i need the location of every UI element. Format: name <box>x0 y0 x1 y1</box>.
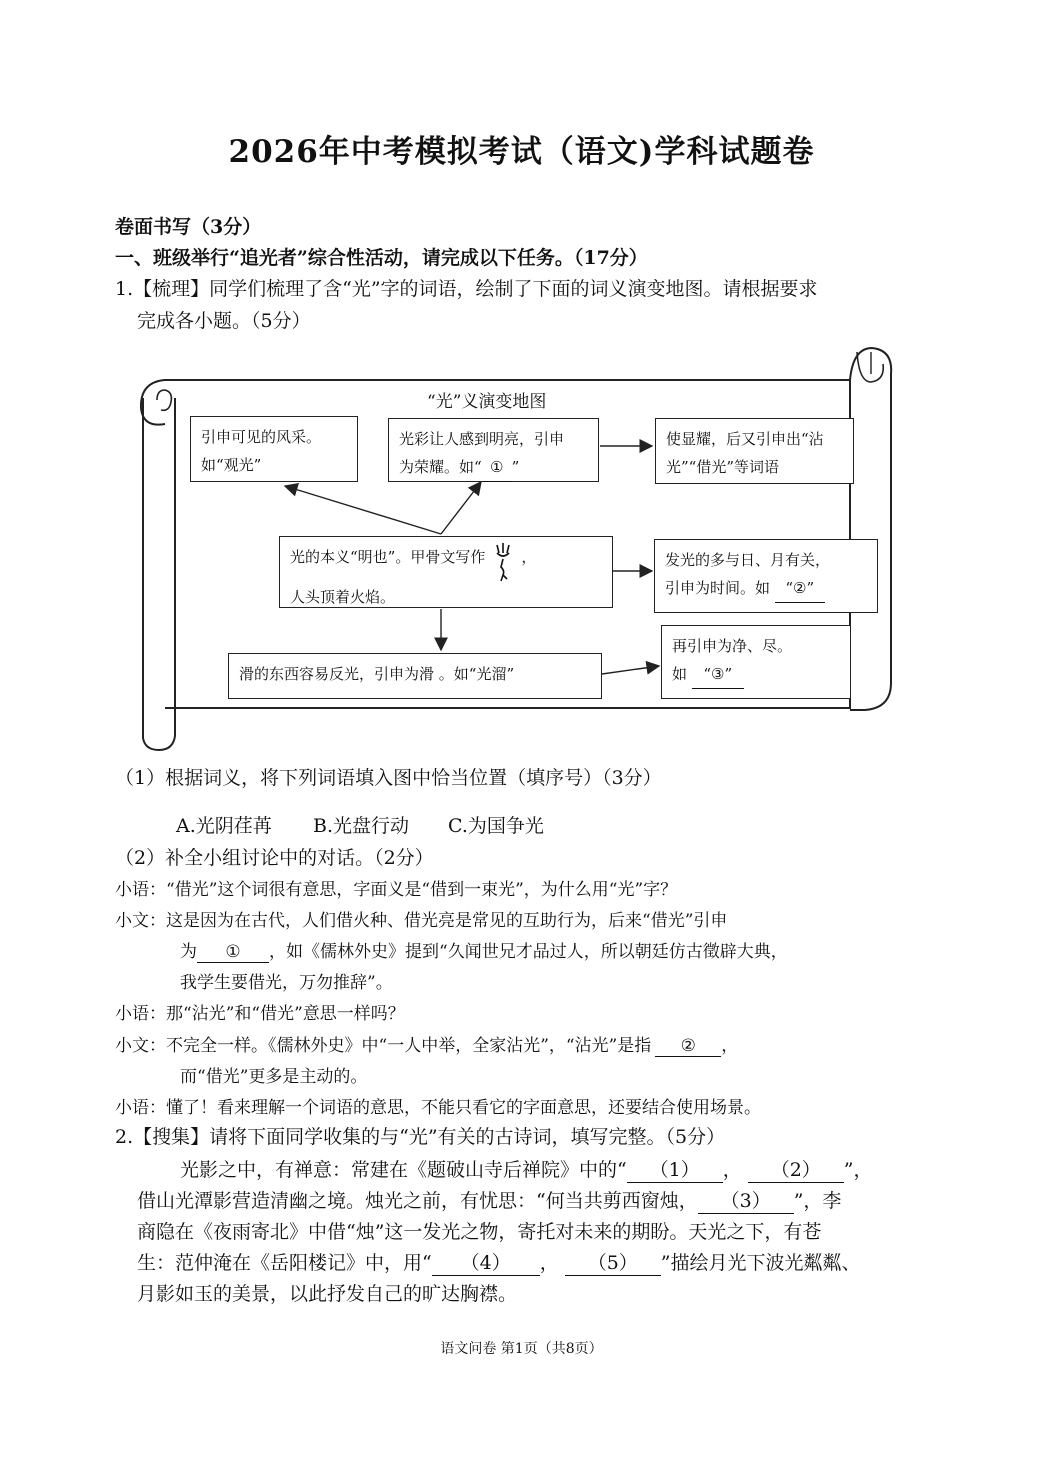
poem-paragraph-line: 商隐在《夜雨寄北》中借“烛”这一发光之物，寄托对未来的期盼。天光之下，有苍 <box>137 1221 822 1243</box>
map-box-appearance: 引申可见的风采。 如“观光” <box>190 416 358 482</box>
dialogue-line: 为 ① ，如《儒林外史》提到“久闻世兄才品过人，所以朝廷仿古徵辟大典， <box>180 942 788 962</box>
dialogue-line: 小语：那“沾光”和“借光”意思一样吗？ <box>115 1004 405 1024</box>
dialogue-line: 小文：这是因为在古代，人们借火种、借光亮是常见的互助行为，后来“借光”引申 <box>115 911 728 931</box>
dialogue-line: 小文：不完全一样。《儒林外史》中“一人中举，全家沾光”，“沾光”是指 ② ， <box>115 1036 739 1056</box>
poem-blank-4[interactable]: （4） <box>432 1248 540 1276</box>
poem-blank-2[interactable]: （2） <box>748 1155 844 1183</box>
section-heading: 一、班级举行“追光者”综合性活动，请完成以下任务。（17分） <box>115 247 648 269</box>
poem-paragraph-line: 生：范仲淹在《岳阳楼记》中，用“ （4） ， （5） ”描绘月光下波光粼粼、 <box>137 1248 860 1276</box>
poem-paragraph-line: 光影之中，有禅意：常建在《题破山寺后禅院》中的“ （1） ， （2） ”， <box>180 1155 872 1183</box>
option-c: C.为国争光 <box>448 815 544 837</box>
question-1-line1: 1.【梳理】同学们梳理了含“光”字的词语，绘制了下面的词义演变地图。请根据要求 <box>115 278 818 300</box>
blank-3[interactable]: “③” <box>692 660 744 689</box>
page-footer: 语文问卷 第1页（共8页） <box>440 1341 603 1357</box>
map-box-slippery: 滑的东西容易反光，引申为滑 。如“光溜” <box>228 653 602 699</box>
dialogue-line: 小语：懂了！看来理解一个词语的意思，不能只看它的字面意思，还要结合使用场景。 <box>115 1098 761 1118</box>
blank-2[interactable]: “②” <box>775 574 825 603</box>
blank-1[interactable]: ① <box>482 453 512 482</box>
map-box-glory: 光彩让人感到明亮，引申 为荣耀。如“ ① ” <box>388 418 599 482</box>
page-title: 2026年中考模拟考试（语文)学科试题卷 <box>228 134 815 170</box>
map-title: “光”义演变地图 <box>427 392 547 412</box>
option-a: A.光阴荏苒 <box>176 815 272 837</box>
poem-blank-1[interactable]: （1） <box>627 1155 723 1183</box>
dialogue-line: 我学生要借光，万勿推辞”。 <box>180 973 393 993</box>
dialogue-blank-2[interactable]: ② <box>655 1036 721 1057</box>
dialogue-blank-1[interactable]: ① <box>197 942 269 963</box>
question-1-line2: 完成各小题。（5分） <box>137 310 311 332</box>
dialogue-line: 而“借光”更多是主动的。 <box>180 1067 368 1087</box>
option-b: B.光盘行动 <box>313 815 410 837</box>
map-box-clean: 再引申为净、尽。 如 “③” <box>661 625 851 699</box>
sub-question-1: （1）根据词义，将下列词语填入图中恰当位置（填序号）（3分） <box>115 767 662 789</box>
dialogue-line: 小语：“借光”这个词很有意思，字面义是“借到一束光”，为什么用“光”字？ <box>115 880 678 900</box>
poem-blank-5[interactable]: （5） <box>565 1248 661 1276</box>
map-box-origin: 光的本义“明也”。甲骨文写作 ， 人头顶着火焰。 <box>279 536 613 608</box>
oracle-bone-glyph-icon <box>485 543 521 583</box>
poem-paragraph-line: 借山光潭影营造清幽之境。烛光之前，有忧思：“何当共剪西窗烛， （3） ”，李 <box>137 1186 841 1214</box>
handwriting-score: 卷面书写（3分） <box>115 216 262 238</box>
map-box-time: 发光的多与日、月有关， 引申为时间。如 “②” <box>654 539 878 613</box>
sub-question-2: （2）补全小组讨论中的对话。（2分） <box>115 847 434 869</box>
poem-paragraph-line: 月影如玉的美景，以此抒发自己的旷达胸襟。 <box>137 1283 518 1305</box>
question-2-heading: 2.【搜集】请将下面同学收集的与“光”有关的古诗词，填写完整。（5分） <box>115 1126 726 1148</box>
map-box-borrow-light: 使显耀，后又引申出“沾 光”“借光”等词语 <box>655 418 854 484</box>
poem-blank-3[interactable]: （3） <box>698 1186 794 1214</box>
